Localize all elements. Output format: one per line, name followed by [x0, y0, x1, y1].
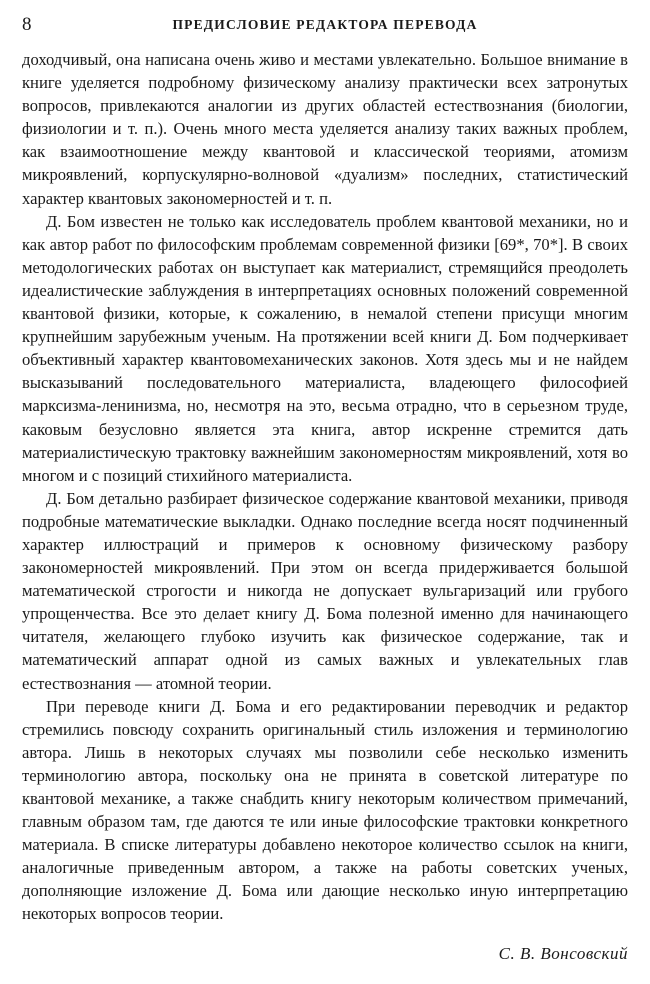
running-title: ПРЕДИСЛОВИЕ РЕДАКТОРА ПЕРЕВОДА: [172, 17, 478, 32]
paragraph-bohm-mathematics: Д. Бом детально разбирает физическое содержание квантовой механики, приводя подробные математические выкладки. Однако последние всегда носят подчиненный характер иллюстраций и примеров к основному физическому разбору закономерностей микроявлений. При этом он всегда придерживается большой математической строгости и никогда не допускает вульгаризаций или грубого упрощенчества. Все это делает книгу Д. Бома полезной именно для начинающего читателя, желающего глубоко изучить как физическое содержание, так и математический аппарат одной из самых важных и увлекательных глав естествознания — атомной теории.: [22, 488, 628, 693]
editor-signature: С. В. Вонсовский: [498, 944, 628, 963]
paragraph-translation-notes: При переводе книги Д. Бома и его редактировании переводчик и редактор стремились повсюду сохранить оригинальный стиль изложения и терминологию автора. Лишь в некоторых случаях мы позволили себе несколько изменить терминологию автора, поскольку она не принята в советской литературе по квантовой механике, а также снабдить книгу некоторым количеством примечаний, главным образом там, где даются те или иные философские трактовки конкретного материала. В списке литературы добавлено некоторое количество ссылок на книги, аналогичные приведенным автором, а также на работы советских ученых, дополняющие изложение Д. Бома или дающие несколько иную интерпретацию некоторых вопросов теории.: [22, 696, 628, 924]
paragraph-continuation: доходчивый, она написана очень живо и местами увлекательно. Большое внимание в книге уделяется подробному физическому анализу практически всех затронутых вопросов, привлекаются аналогии из других областей естествознания (биологии, физиологии и т. п.). Очень много места уделяется анализу таких важных проблем, как взаимоотношение между квантовой и классической теориями, атомизм микроявлений, корпускулярно-волновой «дуализм» последних, статистический характер квантовых закономерностей и т. п.: [22, 50, 628, 208]
paragraph-bohm-philosophy: Д. Бом известен не только как исследователь проблем квантовой механики, но и как автор работ по философским проблемам современной физики [69*, 70*]. В своих методологических работах он выступает как материалист, стремящийся преодолеть идеалистические заблуждения в интерпретациях основных положений современной квантовой физики, которые, к сожалению, в немалой степени присущи многим крупнейшим зарубежным ученым. На протяжении всей книги Д. Бом подчеркивает объективный характер квантовомеханических законов. Хотя здесь мы и не найдем высказываний последовательного материалиста, владеющего философией марксизма-ленинизма, но, несмотря на это, весьма отрадно, что в серьезном труде, каковым безусловно является эта книга, автор искренне стремится дать материалистическую трактовку важнейшим закономерностям микроявлений, хотя во многом и с позиций стихийного материалиста.: [22, 211, 628, 485]
book-page: [22, 12, 628, 977]
page-number: 8: [22, 14, 32, 35]
page-header: [22, 12, 628, 42]
body-text: [22, 48, 628, 926]
